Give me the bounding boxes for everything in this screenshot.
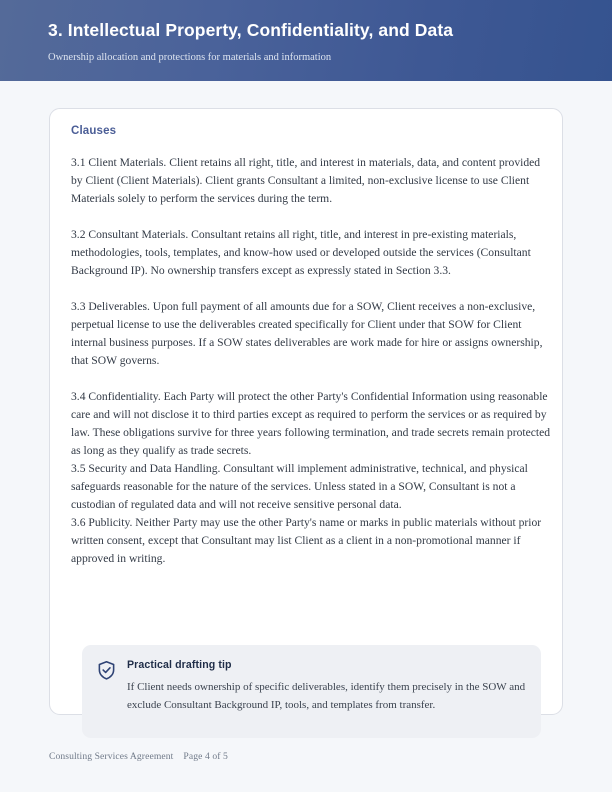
card-content: [50, 109, 562, 568]
clause-list: [71, 154, 551, 568]
clauses-card: [49, 108, 563, 715]
page-header: [0, 0, 612, 81]
clause-paragraph: 3.6 Publicity. Neither Party may use the other Party's name or marks in public materials without prior written consent, except that Consultant may list Client as a client in a non-promotional manner if approved in writing.: [71, 516, 542, 565]
clause-paragraph: 3.1 Client Materials. Client retains all right, title, and interest in materials, data, and content provided by Client (Client Materials). Client grants Consultant a limited, non-exclusive license to use Client Materials solely to perform the services during the term.: [71, 156, 541, 205]
footer-page-label: Page 4 of 5: [183, 751, 228, 762]
page-title: 3. Intellectual Property, Confidentiality, and Data: [48, 20, 454, 40]
page-footer: [49, 751, 228, 762]
shield-check-icon: [97, 660, 116, 681]
footer-document-name: Consulting Services Agreement: [49, 751, 174, 762]
tip-text: If Client needs ownership of specific deliverables, identify them precisely in the SOW and exclude Consultant Background IP, tools, and templates from transfer.: [127, 681, 526, 711]
tip-body: [127, 658, 527, 714]
page-subtitle: Ownership allocation and protections for materials and information: [48, 51, 332, 63]
clause-paragraph: 3.2 Consultant Materials. Consultant retains all right, title, and interest in pre-existing materials, methodologies, tools, templates, and know-how used or developed outside the services (Consultant Background IP). No ownership transfers except as expressly stated in Section 3.3.: [71, 228, 531, 277]
clause-paragraph: 3.4 Confidentiality. Each Party will protect the other Party's Confidential Information using reasonable care and will not disclose it to third parties except as required to perform the services or as required by law. These obligations survive for three years following termination, and trade secrets remain protected as long as they qualify as trade secrets.: [71, 390, 551, 457]
clause-paragraph: 3.3 Deliverables. Upon full payment of all amounts due for a SOW, Client receives a non-exclusive, perpetual license to use the deliverables created specifically for Client under that SOW for Client internal business purposes. If a SOW states deliverables are work made for hire or assigns ownership, that SOW governs.: [71, 300, 543, 367]
practical-tip-callout: [82, 645, 541, 738]
section-heading: Clauses: [71, 125, 117, 137]
clause-paragraph: 3.5 Security and Data Handling. Consultant will implement administrative, technical, and physical safeguards reasonable for the nature of the services. Unless stated in a SOW, Consultant is not a custodian of regulated data and will not receive sensitive personal data.: [71, 462, 528, 511]
tip-title: Practical drafting tip: [127, 659, 232, 671]
